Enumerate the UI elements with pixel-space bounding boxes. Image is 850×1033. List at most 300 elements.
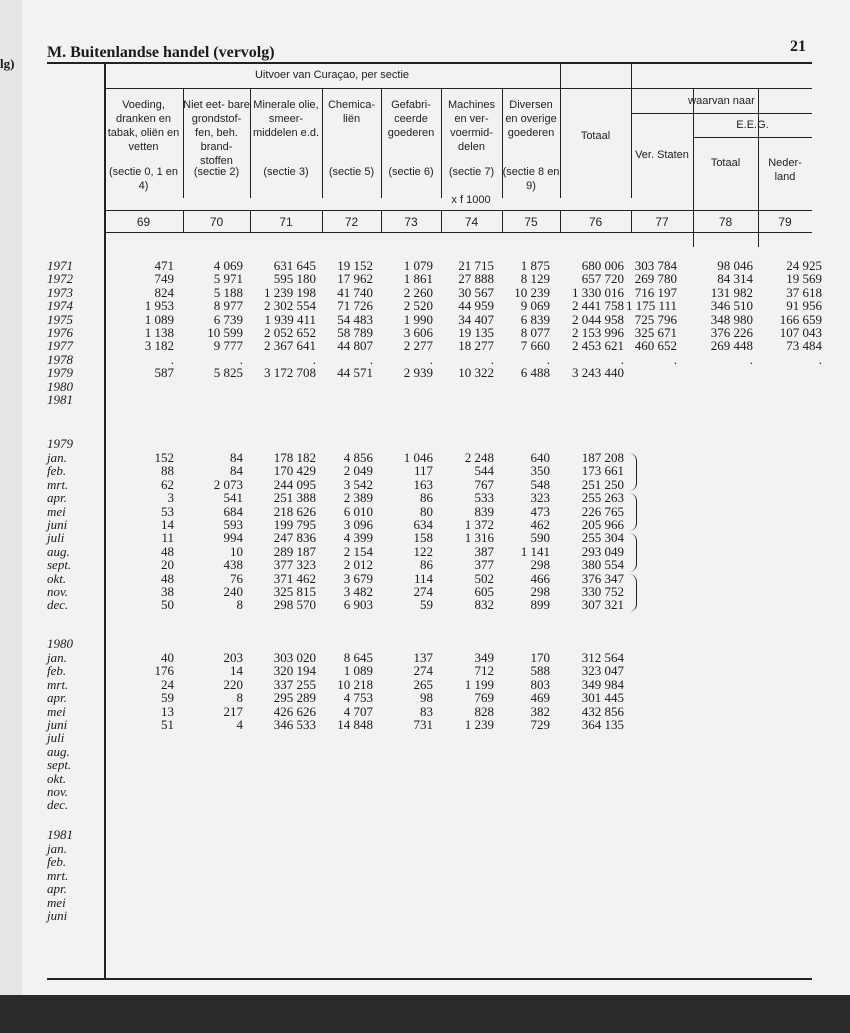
table-cell: 595 180: [273, 271, 316, 287]
table-cell: 289 187: [273, 543, 316, 559]
column-number: 71: [279, 215, 293, 229]
column-number: 73: [404, 215, 418, 229]
table-cell: 2 367 641: [264, 338, 316, 354]
table-cell: 48: [161, 543, 174, 559]
table-cell: 1 175 111: [625, 298, 677, 314]
table-cell: 84 314: [717, 271, 753, 287]
table-cell: 994: [223, 530, 243, 546]
table-cell: 269 780: [634, 271, 677, 287]
table-cell: 533: [474, 490, 494, 506]
table-cell: 4 707: [343, 703, 373, 719]
table-cell: 3 172 708: [264, 365, 316, 381]
table-cell: 729: [530, 717, 550, 732]
quarter-brace: [628, 453, 637, 491]
column-number: 74: [464, 215, 479, 229]
table-cell: 2 154: [343, 543, 373, 559]
table-cell: .: [312, 351, 316, 367]
table-cell: 203: [223, 650, 243, 665]
table-cell: 8 129: [520, 271, 550, 287]
table-cell: 640: [530, 450, 550, 465]
table-cell: 364 135: [581, 717, 624, 732]
year-label: 1979: [47, 436, 73, 451]
table-cell: 5 971: [213, 271, 243, 287]
column-sectie: (sectie 5): [328, 166, 375, 178]
table-cell: 84: [230, 463, 243, 479]
table-cell: 293 049: [581, 543, 624, 559]
month-label: jan.: [47, 650, 67, 665]
month-label: juni: [47, 908, 68, 923]
table-cell: 4 069: [213, 258, 243, 273]
table-cell: 2 302 554: [264, 298, 316, 314]
month-label: jan.: [47, 841, 67, 856]
table-cell: 325 671: [634, 325, 677, 340]
table-cell: 59: [420, 597, 433, 613]
month-label: apr.: [47, 490, 67, 506]
table-cell: 10 599: [207, 325, 243, 340]
table-cell: 13: [161, 703, 174, 719]
table-cell: 3 542: [343, 476, 373, 492]
column-header: Neder- land: [768, 157, 802, 183]
table-cell: 14: [230, 663, 243, 679]
column-sectie: (sectie 2): [193, 166, 240, 178]
table-cell: 3 482: [343, 584, 373, 599]
table-cell: 51: [161, 717, 174, 732]
table-cell: 20: [161, 557, 174, 573]
quarter-brace: [628, 533, 637, 571]
table-cell: 10 218: [337, 676, 373, 692]
eeg-label: E.E.G.: [736, 119, 769, 131]
table-cell: 1 141: [520, 543, 550, 559]
table-cell: 346 533: [273, 717, 316, 732]
month-label: juni: [47, 717, 68, 732]
table-cell: 6 903: [343, 597, 373, 613]
month-label: aug.: [47, 543, 70, 559]
year-label: 1976: [47, 325, 73, 340]
table-cell: 251 388: [273, 490, 316, 506]
table-cell: 471: [154, 258, 174, 273]
table-cell: 8 977: [213, 298, 243, 314]
month-label: sept.: [47, 757, 72, 773]
table-cell: 803: [530, 676, 550, 692]
month-label: okt.: [47, 770, 67, 786]
table-cell: 59: [161, 690, 174, 706]
waarvan-rule: [631, 113, 812, 114]
quarter-brace: [628, 574, 637, 612]
month-label: mrt.: [47, 867, 69, 883]
table-cell: 307 321: [581, 597, 624, 613]
table-cell: 199 795: [273, 517, 316, 532]
table-cell: 377 323: [273, 557, 316, 573]
table-cell: 58 789: [337, 325, 373, 340]
colnum-rule: [104, 232, 812, 233]
facing-page-fragment: lg): [0, 56, 15, 71]
scan-bottom-edge: [0, 995, 850, 1033]
table-cell: .: [369, 351, 373, 367]
column-header: Voeding, dranken en tabak, oliën en vetten: [107, 99, 180, 153]
month-label: mrt.: [47, 676, 69, 692]
table-cell: 24: [161, 676, 174, 692]
section-title: M. Buitenlandse handel (vervolg): [47, 44, 275, 61]
table-cell: 1 079: [403, 258, 433, 273]
column-number: 75: [524, 215, 538, 229]
table-cell: 2 052 652: [264, 325, 316, 340]
table-cell: 91 956: [786, 298, 822, 314]
column-number: 77: [655, 215, 669, 229]
table-cell: 1 875: [520, 258, 550, 273]
table-cell: 824: [154, 284, 174, 300]
table-cell: 346 510: [710, 298, 753, 314]
table-cell: 86: [420, 490, 433, 506]
table-cell: 1 046: [403, 450, 433, 465]
table-cell: 166 659: [779, 311, 822, 327]
table-cell: 303 020: [273, 650, 316, 665]
unit-rule: [104, 210, 812, 211]
table-cell: 828: [474, 703, 494, 719]
group-title: Uitvoer van Curaçao, per sectie: [254, 69, 410, 81]
table-cell: 173 661: [581, 463, 624, 479]
year-label: 1973: [47, 284, 73, 300]
table-cell: 312 564: [581, 650, 624, 665]
month-label: nov.: [47, 584, 69, 599]
table-cell: 122: [413, 543, 433, 559]
table-cell: 376 347: [581, 570, 624, 586]
table-cell: .: [673, 351, 677, 367]
month-label: apr.: [47, 690, 67, 706]
table-cell: 84: [230, 450, 243, 465]
table-cell: 176: [154, 663, 174, 679]
table-cell: 323: [530, 490, 550, 506]
month-label: feb.: [47, 854, 67, 870]
facing-page-edge: [0, 0, 24, 1000]
table-cell: 3 679: [343, 570, 373, 586]
table-cell: 38: [161, 584, 174, 599]
column-header: Machines en ver- voermid- delen: [447, 99, 496, 153]
table-cell: 217: [223, 703, 243, 719]
table-cell: 19 152: [337, 258, 373, 273]
column-header: Chemica- liën: [327, 99, 376, 125]
table-cell: 218 626: [273, 503, 316, 519]
column-header: Diversen en overige goederen: [505, 99, 557, 139]
table-cell: 298: [530, 557, 550, 573]
col-divider: [631, 62, 632, 88]
table-cell: 4: [236, 717, 243, 732]
table-cell: 48: [161, 570, 174, 586]
table-cell: 6 739: [213, 311, 243, 327]
table-cell: 86: [420, 557, 433, 573]
table-cell: 5 825: [213, 365, 243, 381]
year-label: 1975: [47, 311, 73, 327]
table-cell: 34 407: [458, 311, 494, 327]
month-label: dec.: [47, 797, 69, 813]
table-cell: 41 740: [337, 284, 373, 300]
table-cell: 301 445: [581, 690, 624, 706]
table-cell: 226 765: [581, 503, 624, 519]
table-cell: 269 448: [710, 338, 753, 354]
table-cell: 255 263: [581, 490, 624, 506]
month-label: sept.: [47, 557, 72, 573]
table-cell: 1 239: [464, 717, 494, 732]
table-cell: 6 839: [520, 311, 550, 327]
table-cell: 1 138: [144, 325, 174, 340]
table-cell: 382: [530, 703, 550, 719]
column-header: Totaal: [580, 130, 611, 142]
table-cell: 544: [474, 463, 494, 479]
table-cell: 274: [413, 584, 433, 599]
table-cell: 2 441 758: [572, 298, 624, 314]
table-cell: .: [170, 351, 174, 367]
waarvan-naar-label: waarvan naar: [688, 95, 755, 107]
column-sectie: (sectie 7): [448, 166, 495, 178]
table-cell: 377: [474, 557, 494, 573]
table-cell: 380 554: [581, 557, 624, 573]
table-cell: 54 483: [337, 311, 373, 327]
year-label: 1979: [47, 365, 73, 381]
table-cell: 1 861: [403, 271, 433, 287]
eeg-rule: [693, 137, 812, 138]
table-cell: 163: [413, 476, 433, 492]
table-cell: 107 043: [779, 325, 822, 340]
table-cell: 2 012: [343, 557, 373, 573]
table-cell: 19 569: [786, 271, 822, 287]
table-cell: 1 939 411: [264, 311, 316, 327]
table-cell: .: [620, 351, 624, 367]
table-cell: 337 255: [273, 676, 316, 692]
table-cell: 152: [154, 450, 174, 465]
table-cell: .: [546, 351, 550, 367]
table-cell: 769: [474, 690, 494, 706]
table-cell: 8: [236, 690, 243, 706]
table-cell: 170: [530, 650, 550, 665]
table-cell: 767: [474, 476, 494, 492]
table-cell: 24 925: [786, 258, 822, 273]
table-cell: 2 260: [403, 284, 433, 300]
table-cell: 117: [413, 463, 433, 479]
table-cell: 349: [474, 650, 494, 665]
column-number: 79: [778, 215, 792, 229]
table-cell: 749: [154, 271, 174, 287]
table-cell: 657 720: [581, 271, 624, 287]
table-cell: 114: [413, 570, 433, 586]
table-cell: 158: [413, 530, 433, 546]
table-cell: 3 606: [403, 325, 433, 340]
table-cell: 255 304: [581, 530, 624, 546]
table-cell: 426 626: [273, 703, 316, 719]
table-cell: 4 753: [343, 690, 373, 706]
month-label: mrt.: [47, 476, 69, 492]
month-label: mei: [47, 503, 66, 519]
col-divider: [560, 62, 561, 88]
table-cell: 832: [474, 597, 494, 613]
column-number: 72: [344, 215, 359, 229]
table-cell: 8 645: [343, 650, 373, 665]
table-cell: 588: [530, 663, 550, 679]
table-cell: 684: [223, 503, 243, 519]
table-cell: 325 815: [273, 584, 316, 599]
table-cell: 3 096: [343, 517, 373, 532]
table-cell: .: [239, 351, 243, 367]
quarter-brace: [628, 493, 637, 531]
table-cell: 2 248: [464, 450, 494, 465]
table-cell: 5 188: [213, 284, 243, 300]
table-cell: 14: [161, 517, 174, 532]
col-divider: [560, 88, 561, 198]
table-cell: 899: [530, 597, 550, 613]
column-header: Minerale olie, smeer- middelen e.d.: [252, 99, 320, 139]
table-cell: 725 796: [634, 311, 677, 327]
month-label: juli: [47, 530, 65, 546]
table-cell: 4 399: [343, 530, 373, 546]
table-cell: 220: [223, 676, 243, 692]
table-cell: 323 047: [581, 663, 624, 679]
table-cell: 71 726: [337, 298, 373, 314]
column-number: 78: [718, 215, 733, 229]
table-cell: 473: [530, 503, 550, 519]
table-cell: 30 567: [458, 284, 494, 300]
column-number: 70: [209, 215, 224, 229]
table-cell: .: [429, 351, 433, 367]
table-cell: 265: [413, 676, 433, 692]
table-cell: 680 006: [581, 258, 624, 273]
table-cell: 2 520: [403, 298, 433, 314]
year-label: 1980: [47, 636, 73, 651]
table-cell: 330 752: [581, 584, 624, 599]
table-cell: 62: [161, 476, 174, 492]
month-label: apr.: [47, 881, 67, 897]
column-sectie: (sectie 0, 1 en 4): [108, 166, 179, 192]
table-cell: 240: [223, 584, 243, 599]
table-cell: 6 010: [343, 503, 373, 519]
table-cell: 18 277: [458, 338, 494, 354]
table-cell: 10 322: [458, 365, 494, 381]
table-cell: 10: [230, 543, 243, 559]
column-sectie: (sectie 3): [263, 166, 309, 178]
table-cell: 80: [420, 503, 433, 519]
table-cell: 131 982: [710, 284, 753, 300]
table-cell: 7 660: [520, 338, 550, 354]
table-cell: .: [749, 351, 753, 367]
table-cell: 9 777: [213, 338, 243, 354]
column-header: Totaal: [710, 157, 741, 169]
table-cell: 2 453 621: [572, 338, 624, 354]
table-cell: 8 077: [520, 325, 550, 340]
table-cell: 53: [161, 503, 174, 519]
table-cell: 2 153 996: [572, 325, 624, 340]
table-cell: 21 715: [458, 258, 494, 273]
table-cell: 348 980: [710, 311, 753, 327]
table-cell: 2 939: [403, 365, 433, 381]
year-label: 1971: [47, 258, 73, 273]
month-label: dec.: [47, 597, 69, 613]
table-cell: 9 069: [520, 298, 550, 314]
table-cell: 541: [223, 490, 243, 506]
table-cell: 631 645: [273, 258, 316, 273]
month-label: feb.: [47, 663, 67, 679]
table-cell: 320 194: [273, 663, 316, 679]
group-title-rule: [104, 88, 812, 89]
table-cell: 2 049: [343, 463, 373, 479]
table-cell: 247 836: [273, 530, 316, 546]
year-label: 1974: [47, 298, 73, 314]
column-sectie: (sectie 8 en 9): [502, 166, 560, 192]
table-cell: 40: [161, 650, 174, 665]
table-cell: 205 966: [581, 517, 624, 532]
table-cell: 634: [413, 517, 433, 532]
table-cell: 1 316: [464, 530, 494, 546]
table-cell: 137: [413, 650, 433, 665]
table-top-rule: [47, 62, 812, 64]
year-label: 1977: [47, 338, 73, 354]
page-number: 21: [790, 38, 806, 55]
table-cell: 251 250: [581, 476, 624, 492]
table-cell: 2 044 958: [572, 311, 624, 327]
table-cell: 274: [413, 663, 433, 679]
table-cell: 11: [161, 530, 174, 546]
table-cell: 350: [530, 463, 550, 479]
month-label: mei: [47, 703, 66, 719]
table-cell: 44 807: [337, 338, 373, 354]
table-cell: .: [490, 351, 494, 367]
month-label: jan.: [47, 450, 67, 465]
month-label: juni: [47, 517, 68, 532]
month-label: nov.: [47, 784, 69, 799]
table-cell: 98 046: [717, 258, 753, 273]
table-cell: 298: [530, 584, 550, 599]
table-cell: 1 990: [403, 311, 433, 327]
table-cell: 432 856: [581, 703, 624, 719]
year-label: 1981: [47, 827, 73, 842]
table-cell: 593: [223, 517, 243, 532]
table-cell: 3 243 440: [572, 365, 624, 381]
table-bottom-rule: [47, 978, 812, 980]
month-label: juli: [47, 730, 65, 746]
month-label: mei: [47, 894, 66, 910]
table-cell: 1 089: [144, 311, 174, 327]
table-cell: 590: [530, 530, 550, 546]
table-cell: 376 226: [710, 325, 753, 340]
table-cell: 295 289: [273, 690, 316, 706]
month-label: feb.: [47, 463, 67, 479]
table-cell: 1 089: [343, 663, 373, 679]
table-cell: 83: [420, 703, 433, 719]
table-cell: 716 197: [634, 284, 677, 300]
table-cell: 839: [474, 503, 494, 519]
table-cell: 1 239 198: [264, 284, 316, 300]
table-cell: 1 953: [144, 298, 174, 314]
column-sectie: (sectie 6): [388, 166, 434, 178]
table-cell: 44 959: [458, 298, 494, 314]
table-cell: .: [818, 351, 822, 367]
table-cell: 462: [530, 517, 550, 532]
table-cell: 3: [167, 490, 174, 506]
table-cell: 44 571: [337, 365, 373, 381]
table-cell: 466: [530, 570, 550, 586]
table-cell: 1 330 016: [572, 284, 624, 300]
column-header: Ver. Staten: [635, 149, 689, 161]
table-cell: 303 784: [634, 258, 677, 273]
table-cell: 298 570: [273, 597, 316, 613]
month-label: aug.: [47, 743, 70, 759]
table-cell: 19 135: [458, 325, 494, 340]
table-cell: 98: [420, 690, 433, 706]
table-cell: 6 488: [520, 365, 550, 381]
column-header: Gefabri- ceerde goederen: [387, 99, 435, 139]
year-label: 1981: [47, 392, 73, 407]
table-cell: 76: [230, 570, 243, 586]
table-cell: 2 277: [403, 338, 433, 354]
table-cell: 387: [474, 543, 494, 559]
year-label: 1978: [47, 351, 73, 367]
table-cell: 438: [223, 557, 243, 573]
